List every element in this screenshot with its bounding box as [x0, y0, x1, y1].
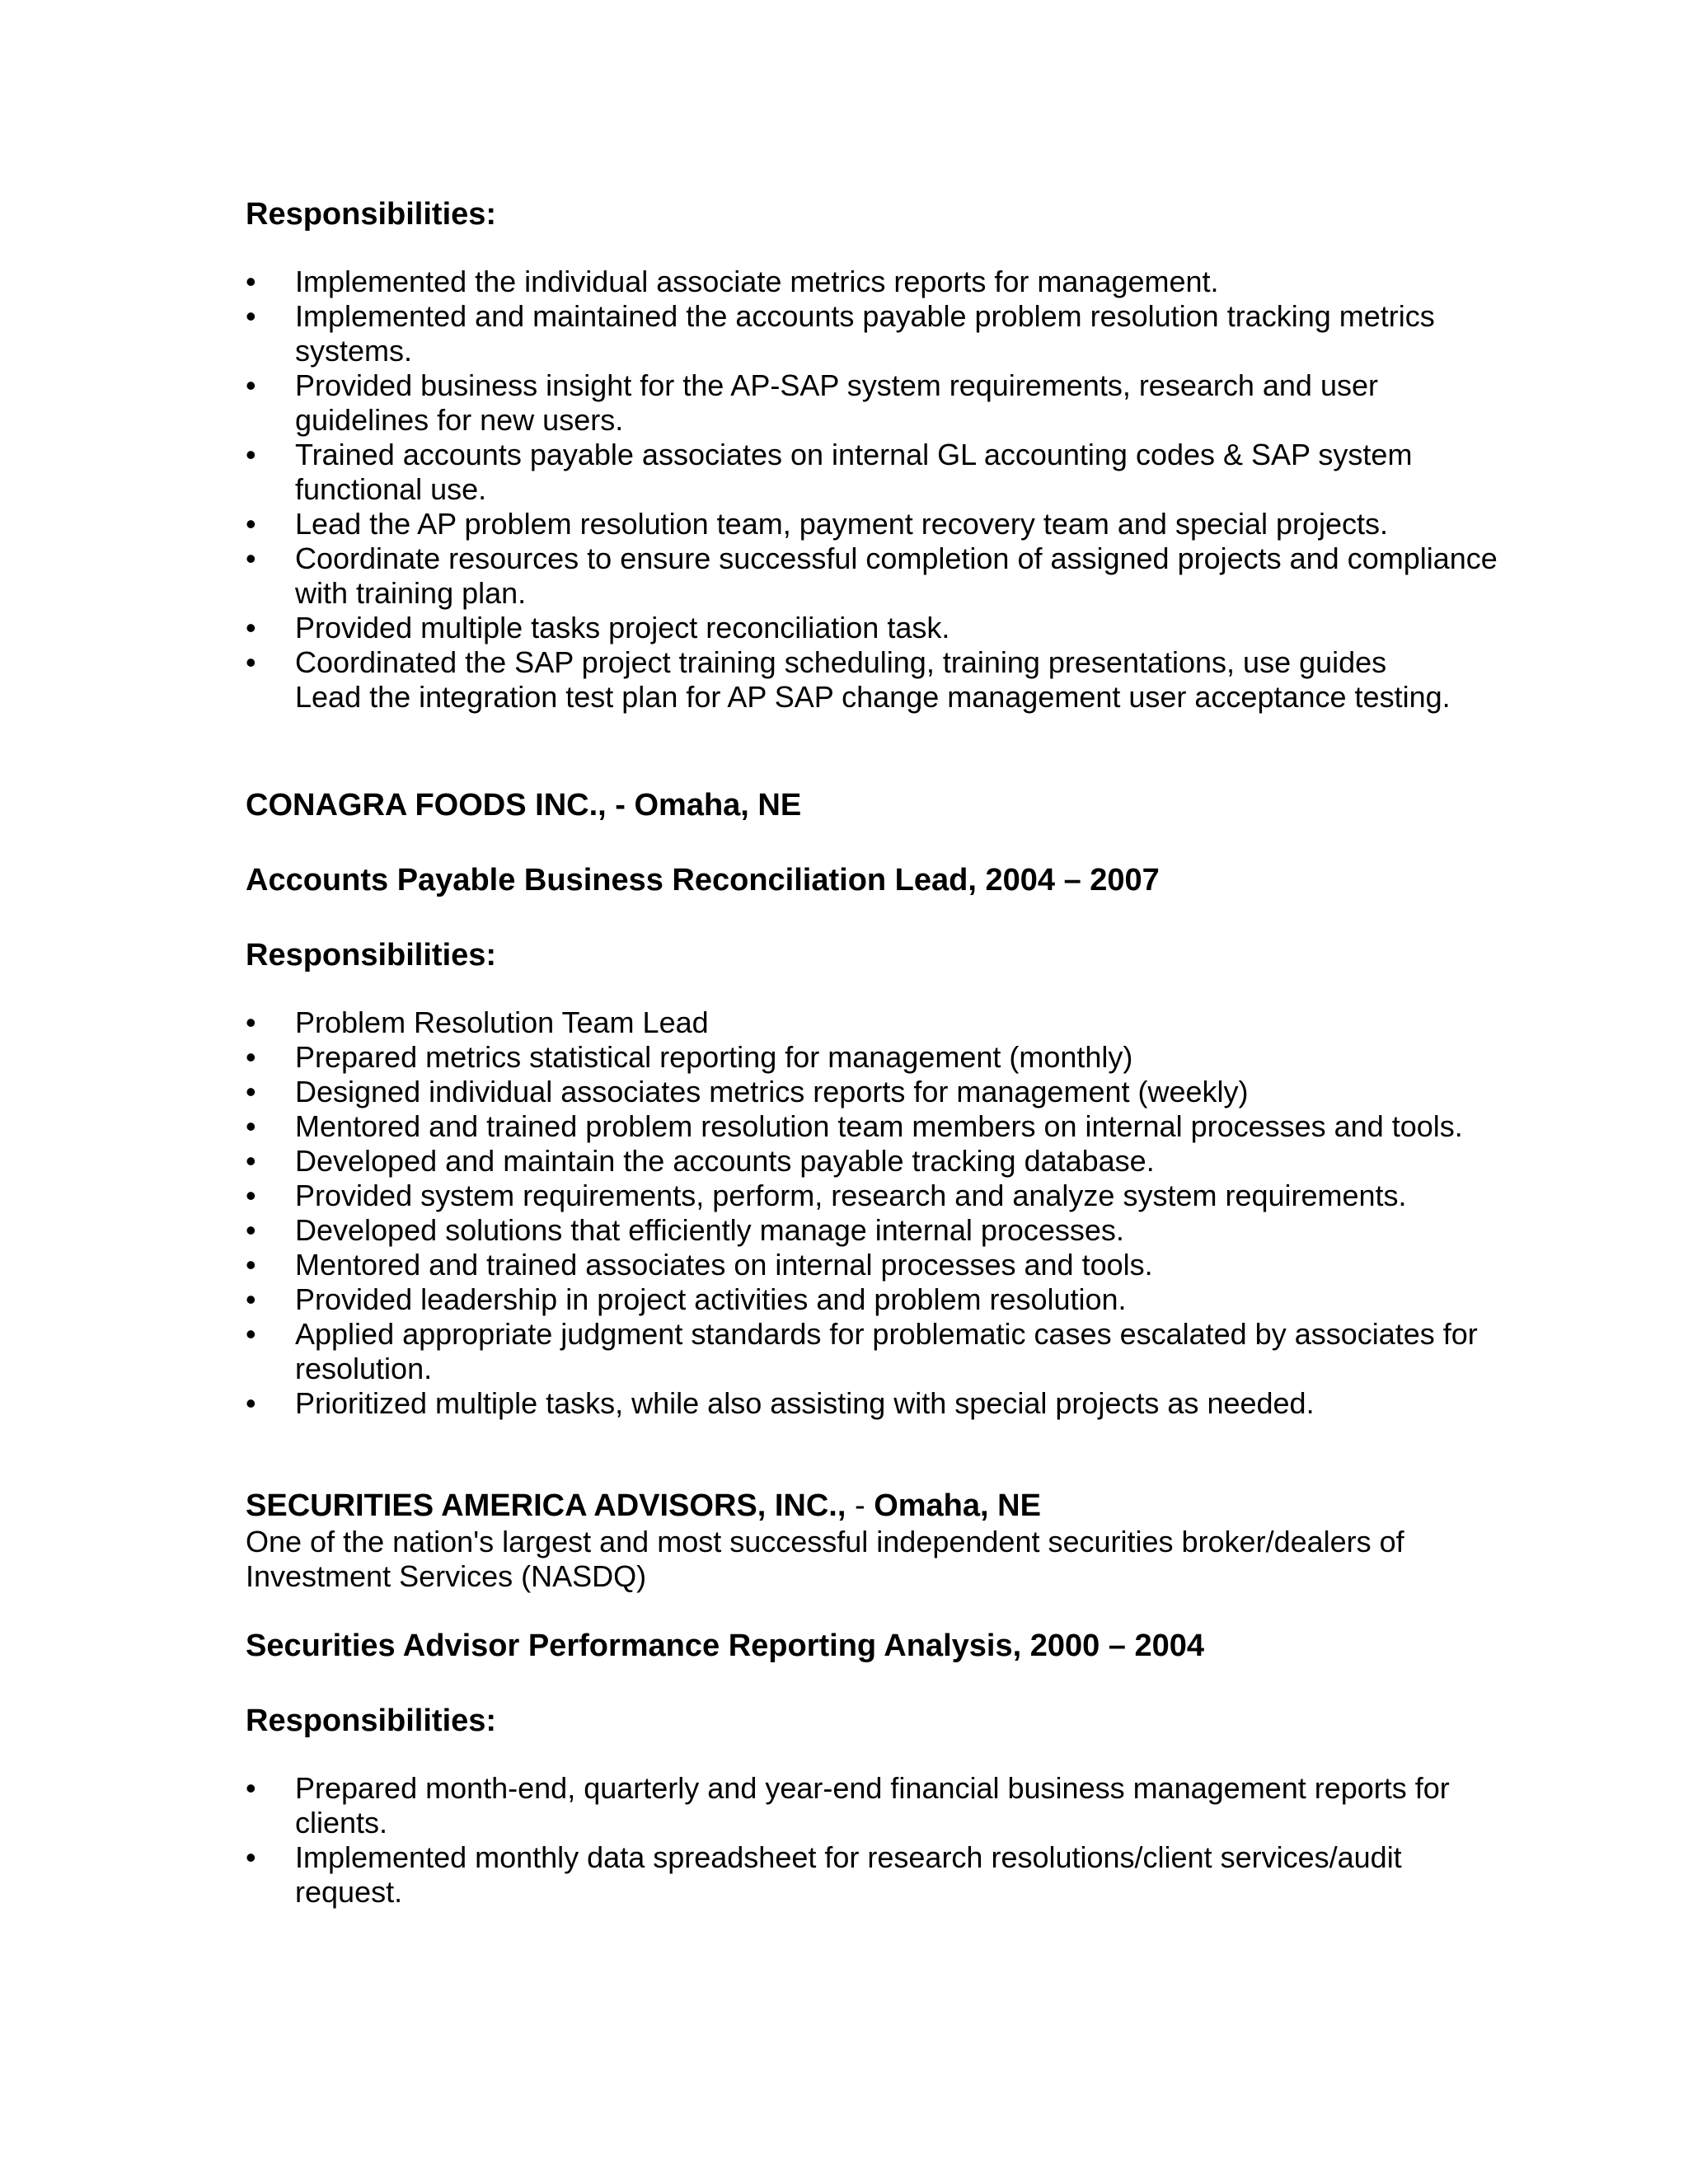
- list-item-text: Provided business insight for the AP-SAP system requirements, research and user: [295, 368, 1378, 402]
- bullet-marker: •: [246, 611, 256, 644]
- list-item: [246, 1282, 1478, 1317]
- list-item: [246, 611, 1498, 645]
- bullet-marker: •: [246, 1040, 256, 1074]
- list-item-text: Developed solutions that efficiently manage internal processes.: [295, 1213, 1124, 1247]
- list-item-text: Trained accounts payable associates on internal GL accounting codes & SAP system: [295, 438, 1413, 471]
- company-description: [246, 1525, 1404, 1594]
- company-name: SECURITIES AMERICA ADVISORS, INC.,: [246, 1488, 846, 1523]
- list-item-text: Coordinated the SAP project training scheduling, training presentations, use guides: [295, 645, 1387, 679]
- list-item: [246, 1248, 1478, 1282]
- responsibilities-list: [246, 1771, 1450, 1910]
- list-item-text: Coordinate resources to ensure successful completion of assigned projects and compliance: [295, 541, 1498, 575]
- bullet-marker: •: [246, 507, 256, 541]
- bullet-marker: •: [246, 1005, 256, 1039]
- bullet-marker: •: [246, 1840, 256, 1874]
- list-item-text: clients.: [295, 1806, 388, 1840]
- company-heading-conagra: CONAGRA FOODS INC., - Omaha, NE: [246, 788, 802, 823]
- list-item-text: Problem Resolution Team Lead: [295, 1005, 709, 1039]
- list-item: [246, 438, 1498, 507]
- responsibilities-heading: Responsibilities:: [246, 938, 497, 972]
- list-item-text: Provided system requirements, perform, research and analyze system requirements.: [295, 1179, 1407, 1212]
- responsibilities-list: [246, 265, 1498, 715]
- list-item-text: Implemented and maintained the accounts payable problem resolution tracking metrics: [295, 299, 1435, 333]
- list-item-text: request.: [295, 1875, 403, 1909]
- list-item-text: Mentored and trained problem resolution team members on internal processes and tools.: [295, 1109, 1463, 1143]
- bullet-marker: •: [246, 645, 256, 679]
- company-dash: -: [854, 1488, 865, 1523]
- list-item: [246, 1005, 1478, 1040]
- company-description-line: One of the nation's largest and most successful independent securities broker/dealers of: [246, 1525, 1404, 1558]
- list-item-text: Mentored and trained associates on internal processes and tools.: [295, 1248, 1153, 1282]
- bullet-marker: •: [246, 1075, 256, 1108]
- list-item-text: Designed individual associates metrics reports for management (weekly): [295, 1075, 1249, 1108]
- list-item: [246, 1040, 1478, 1075]
- list-item: [246, 541, 1498, 611]
- list-item-text: Provided leadership in project activities and problem resolution.: [295, 1282, 1127, 1316]
- list-item-text: Applied appropriate judgment standards for problematic cases escalated by associates for: [295, 1317, 1478, 1351]
- bullet-marker: •: [246, 1248, 256, 1282]
- list-item-text: Lead the integration test plan for AP SAP change management user acceptance testing.: [295, 680, 1451, 714]
- list-item-text: Lead the AP problem resolution team, payment recovery team and special projects.: [295, 507, 1389, 541]
- list-item: [246, 1109, 1478, 1144]
- list-item: [246, 1213, 1478, 1248]
- bullet-marker: •: [246, 368, 256, 402]
- list-item-text: Developed and maintain the accounts payable tracking database.: [295, 1144, 1155, 1178]
- list-item: [246, 1771, 1450, 1840]
- responsibilities-heading: Responsibilities:: [246, 1704, 497, 1738]
- list-item-text: Prepared month-end, quarterly and year-end financial business management reports for: [295, 1771, 1450, 1805]
- list-item-text: functional use.: [295, 472, 487, 506]
- bullet-marker: •: [246, 1109, 256, 1143]
- list-item-text: Implemented the individual associate metrics reports for management.: [295, 265, 1219, 298]
- bullet-marker: •: [246, 541, 256, 575]
- list-item: [246, 1144, 1478, 1179]
- list-item: [246, 265, 1498, 299]
- bullet-marker: •: [246, 1179, 256, 1212]
- bullet-marker: •: [246, 1386, 256, 1420]
- bullet-marker: •: [246, 1317, 256, 1351]
- company-description-line: Investment Services (NASDQ): [246, 1559, 647, 1593]
- list-item: [246, 299, 1498, 368]
- list-item-text: guidelines for new users.: [295, 403, 624, 437]
- bullet-marker: •: [246, 1282, 256, 1316]
- bullet-marker: •: [246, 1771, 256, 1805]
- position-title-securities: Securities Advisor Performance Reporting Analysis, 2000 – 2004: [246, 1629, 1205, 1663]
- list-item: [246, 645, 1498, 715]
- list-item: [246, 368, 1498, 438]
- list-item: [246, 1075, 1478, 1109]
- list-item-text: with training plan.: [295, 576, 527, 610]
- list-item-text: Prepared metrics statistical reporting for management (monthly): [295, 1040, 1133, 1074]
- list-item: [246, 1179, 1478, 1213]
- bullet-marker: •: [246, 299, 256, 333]
- bullet-marker: •: [246, 1213, 256, 1247]
- company-heading-securities: [246, 1488, 1041, 1523]
- list-item-text: Provided multiple tasks project reconciliation task.: [295, 611, 950, 644]
- responsibilities-list: [246, 1005, 1478, 1421]
- list-item-text: resolution.: [295, 1352, 433, 1385]
- bullet-marker: •: [246, 265, 256, 298]
- responsibilities-heading: Responsibilities:: [246, 197, 497, 232]
- list-item-text: systems.: [295, 334, 413, 368]
- list-item-text: Implemented monthly data spreadsheet for research resolutions/client services/audit: [295, 1840, 1402, 1874]
- position-title-conagra: Accounts Payable Business Reconciliation Lead, 2004 – 2007: [246, 863, 1160, 898]
- list-item-text: Prioritized multiple tasks, while also assisting with special projects as needed.: [295, 1386, 1315, 1420]
- bullet-marker: •: [246, 438, 256, 471]
- list-item: [246, 1386, 1478, 1421]
- bullet-marker: •: [246, 1144, 256, 1178]
- list-item: [246, 1840, 1450, 1910]
- list-item: [246, 507, 1498, 541]
- company-location: Omaha, NE: [874, 1488, 1041, 1523]
- list-item: [246, 1317, 1478, 1386]
